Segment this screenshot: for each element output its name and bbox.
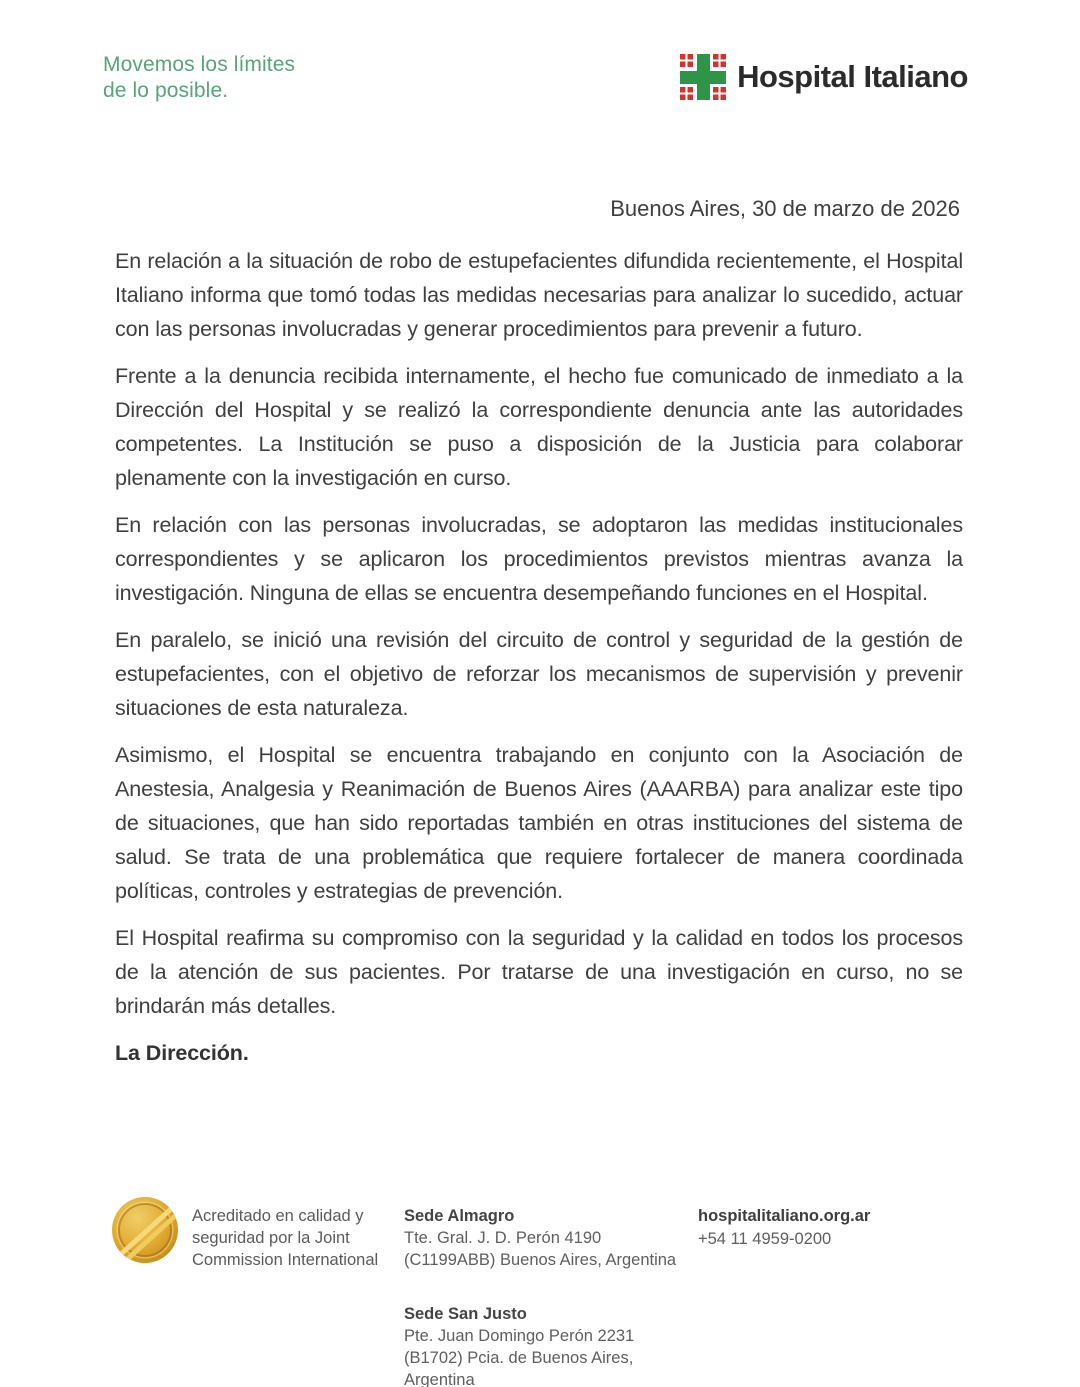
cross-corner-bottom-left [680, 87, 693, 100]
location-san-justo-address1: Pte. Juan Domingo Perón 2231 [404, 1327, 635, 1345]
location-almagro-name: Sede Almagro [404, 1207, 515, 1225]
hospital-cross-icon [680, 54, 726, 100]
letter-paragraph-6: El Hospital reafirma su compromiso con la seguridad y la calidad en todos los procesos de la atención de sus pacientes. Por tratarse de una investigación en curso, no se brindarán más detalles. [115, 926, 963, 1018]
cross-corner-top-right [713, 54, 726, 67]
accreditation-text [192, 1197, 382, 1271]
location-almagro-address1: Tte. Gral. J. D. Perón 4190 [404, 1229, 602, 1247]
accreditation-line2: seguridad por la Joint [192, 1229, 350, 1247]
accreditation-line3: Commission International [192, 1251, 379, 1269]
location-san-justo-address2: (B1702) Pcia. de Buenos Aires, Argentina [404, 1349, 634, 1387]
letter-paragraph-2: Frente a la denuncia recibida internamente, el hecho fue comunicado de inmediato a la Dirección del Hospital y se realizó la correspondiente denuncia ante las autoridades competentes. La Institución se puso a disposición de la Justicia para colaborar plenamente con la investigación en curso. [115, 364, 963, 490]
letter-paragraph-4: En paralelo, se inició una revisión del circuito de control y seguridad de la gestión de estupefacientes, con el objetivo de reforzar los mecanismos de supervisión y prevenir situaciones de esta naturaleza. [115, 628, 963, 720]
location-san-justo-name: Sede San Justo [404, 1305, 527, 1323]
location-almagro [404, 1205, 698, 1271]
letter-dateline: Buenos Aires, 30 de marzo de 2026 [610, 196, 960, 221]
locations [404, 1197, 698, 1387]
brand-tagline-line2: de lo posible. [103, 79, 229, 102]
brand-tagline [103, 52, 295, 104]
brand-tagline-line1: Movemos los límites [103, 53, 296, 76]
location-san-justo [404, 1303, 698, 1387]
jci-gold-seal-icon [112, 1197, 178, 1263]
letter-body [115, 244, 963, 1083]
hospital-italiano-logo [680, 54, 968, 100]
letter-paragraph-3: En relación con las personas involucradas, se adoptaron las medidas institucionales correspondientes y se aplicaron los procedimientos previstos mientras avanza la investigación. Ninguna de ellas se encuentra desempeñando funciones en el Hospital. [115, 513, 963, 605]
cross-horizontal-bar [680, 71, 726, 84]
cross-corner-bottom-right [713, 87, 726, 100]
letter-paragraph-1: En relación a la situación de robo de estupefacientes difundida recientemente, el Hospital Italiano informa que tomó todas las medidas necesarias para analizar lo sucedido, actuar con las personas involucradas y generar procedimientos para prevenir a futuro. [115, 249, 963, 341]
logo-wordmark: Hospital Italiano [737, 59, 968, 94]
website-text: hospitalitaliano.org.ar [698, 1207, 871, 1225]
cross-corner-top-left [680, 54, 693, 67]
phone-number: +54 11 4959-0200 [698, 1230, 832, 1248]
letterhead [103, 52, 968, 104]
location-almagro-address2: (C1199ABB) Buenos Aires, Argentina [404, 1251, 677, 1269]
letter-footer [112, 1197, 1020, 1387]
contact-info [698, 1197, 870, 1251]
accreditation-line1: Acreditado en calidad y [192, 1207, 364, 1225]
letter-signature: La Dirección. [115, 1041, 249, 1065]
letter-paragraph-5: Asimismo, el Hospital se encuentra trabajando en conjunto con la Asociación de Anestesia, Analgesia y Reanimación de Buenos Aires (AAARBA) para analizar este tipo de situaciones, que han sido reportadas también en otras instituciones del sistema de salud. Se trata de una problemática que requiere fortalecer de manera coordinada políticas, controles y estrategias de prevención. [115, 743, 963, 903]
